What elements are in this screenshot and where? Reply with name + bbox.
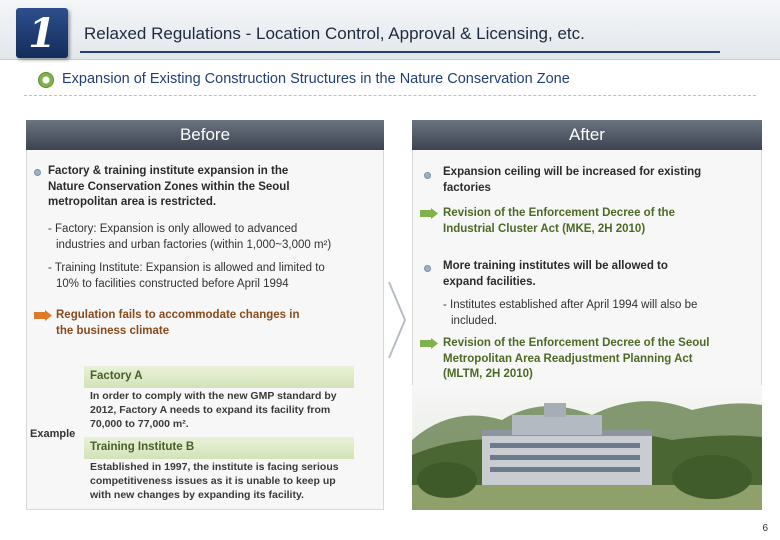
example-label: Example [30,428,76,440]
chevron-right-icon [386,280,408,360]
after-result-1 [443,206,675,237]
before-bullet-1 [48,164,290,211]
factory-a-text [90,389,337,431]
page-number: 6 [762,523,768,534]
circle-bullet-icon [38,72,54,88]
section-number-badge [16,8,68,58]
text-line: Revision of the Enforcement Decree of the [443,207,675,219]
text-line: included. [451,314,498,327]
text-line: with new changes by expanding its facility. [90,489,304,501]
after-result-2 [443,336,709,383]
text-line: 10% to facilities constructed before April 1994 [56,277,289,290]
text-line: - Training Institute: Expansion is allowed and limited to [48,262,325,274]
page-title: Relaxed Regulations - Location Control, Approval & Licensing, etc. [84,24,585,43]
title-underline [80,51,720,53]
before-factory-note [48,222,331,253]
section-divider [24,95,756,96]
text-line: 70,000 to 77,000 m². [90,418,189,430]
text-line: expand facilities. [443,275,536,288]
text-line: industries and urban factories (within 1,000~3,000 m²) [56,238,332,251]
text-line: Expansion ceiling will be increased for existing [443,166,702,178]
bullet-dot-icon [424,172,431,179]
after-bullet-1 [443,165,701,196]
before-heading: Before [26,120,384,150]
text-line: 2012, Factory A needs to expand its facility from [90,404,331,416]
section-number: 1 [28,10,56,57]
text-line: - Factory: Expansion is only allowed to advanced [48,223,298,235]
text-line: More training institutes will be allowed to [443,260,668,272]
after-bullet-2 [443,259,668,290]
after-heading: After [412,120,762,150]
text-line: Factory & training institute expansion in the [48,165,289,177]
building-photo [412,385,762,510]
text-line: competitiveness issues as it is unable to keep up [90,475,336,487]
orange-arrow-icon [34,310,52,321]
text-line: Revision of the Enforcement Decree of the Seoul [443,337,710,349]
text-line: metropolitan area is restricted. [48,196,217,208]
institute-b-text [90,460,339,502]
header-band [0,0,780,60]
bullet-dot-icon [34,169,41,176]
text-line: Nature Conservation Zones within the Seoul [48,180,290,193]
text-line: the business climate [56,324,170,337]
text-line: Industrial Cluster Act (MKE, 2H 2010) [443,222,646,235]
green-arrow-icon [420,338,438,349]
text-line: - Institutes established after April 1994 will also be [443,299,698,311]
before-conclusion [56,308,299,339]
text-line: Metropolitan Area Readjustment Planning Act [443,352,693,365]
text-line: In order to comply with the new GMP standard by [90,390,337,402]
text-line: Established in 1997, the institute is facing serious [90,461,339,473]
text-line: (MLTM, 2H 2010) [443,368,533,380]
section-title: Expansion of Existing Construction Structures in the Nature Conservation Zone [62,71,570,87]
institute-b-title: Training Institute B [90,441,195,453]
before-institute-note [48,261,325,292]
green-arrow-icon [420,208,438,219]
after-institute-note [443,298,697,329]
factory-a-title: Factory A [90,370,143,382]
text-line: Regulation fails to accommodate changes in [56,309,300,321]
bullet-dot-icon [424,265,431,272]
text-line: factories [443,181,491,194]
